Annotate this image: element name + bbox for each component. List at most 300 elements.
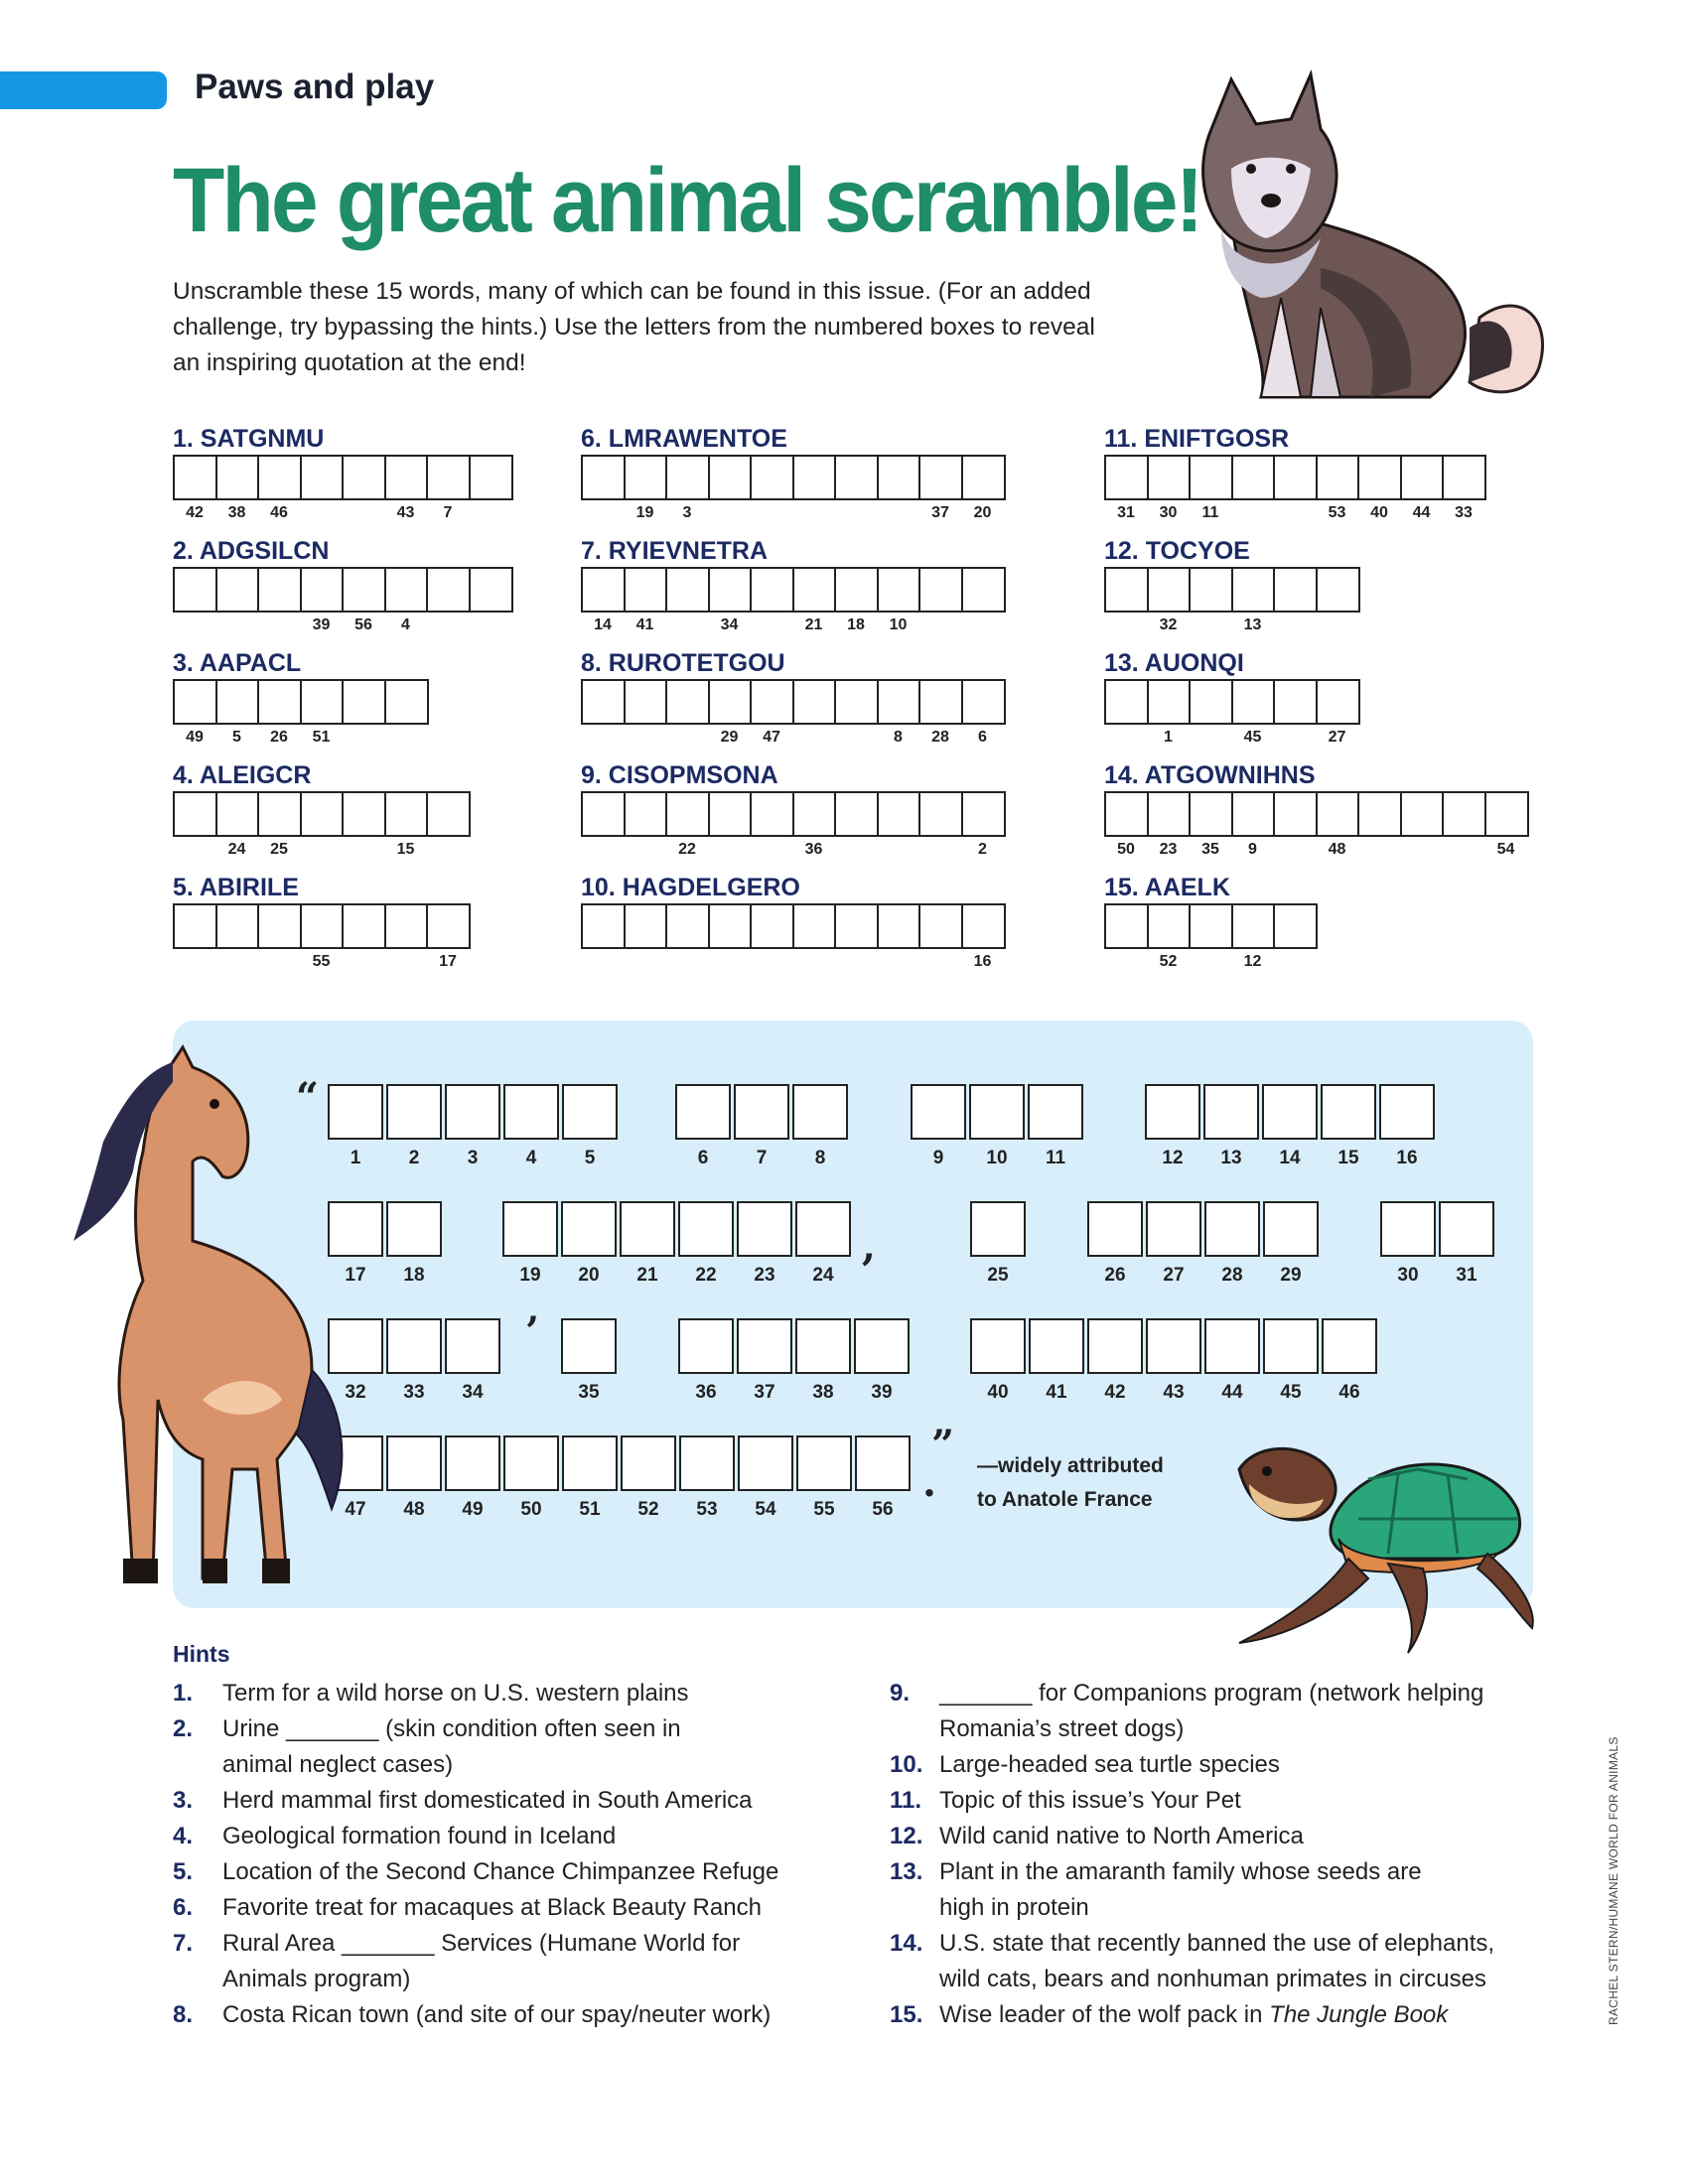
quote-letter-box[interactable]: [1380, 1201, 1436, 1257]
clue-number: 26: [270, 729, 288, 746]
letter-box[interactable]: [581, 903, 626, 949]
letter-box[interactable]: [1273, 455, 1318, 500]
hint-italic-title: The Jungle Book: [1269, 2001, 1449, 2028]
letter-box[interactable]: [1442, 455, 1486, 500]
quote-letter-box[interactable]: [1263, 1318, 1319, 1374]
scramble-word-label: 6. LMRAWENTOE: [581, 425, 787, 453]
letter-box[interactable]: [961, 679, 1006, 725]
letter-box[interactable]: [961, 903, 1006, 949]
letter-box[interactable]: [624, 455, 668, 500]
letter-box[interactable]: [792, 791, 837, 837]
letter-box[interactable]: [1147, 567, 1192, 613]
quote-box-number: 36: [695, 1382, 717, 1403]
scramble-word-label: 3. AAPACL: [173, 649, 302, 677]
letter-box[interactable]: [624, 903, 668, 949]
quote-letter-box[interactable]: [737, 1318, 792, 1374]
quote-letter-box[interactable]: [737, 1201, 792, 1257]
letter-box[interactable]: [426, 455, 471, 500]
letter-box[interactable]: [384, 679, 429, 725]
letter-box[interactable]: [792, 903, 837, 949]
scramble-word-label: 4. ALEIGCR: [173, 761, 312, 789]
clue-number: 46: [270, 504, 288, 521]
letter-box[interactable]: [750, 567, 794, 613]
scramble-word-label: 12. TOCYOE: [1104, 537, 1250, 565]
letter-box[interactable]: [1231, 455, 1276, 500]
quote-letter-box[interactable]: [445, 1435, 500, 1491]
quote-box-number: 43: [1163, 1382, 1185, 1403]
scramble-puzzle-15: [1104, 874, 1262, 970]
letter-box[interactable]: [1189, 903, 1233, 949]
quote-apostrophe: ’: [525, 1308, 539, 1355]
letter-box[interactable]: [1147, 791, 1192, 837]
scramble-word-label: 5. ABIRILE: [173, 874, 299, 901]
section-label: Paws and play: [195, 68, 435, 106]
quote-period: .: [922, 1459, 936, 1506]
letter-box[interactable]: [877, 791, 921, 837]
scramble-word-label: 11. ENIFTGOSR: [1104, 425, 1290, 453]
letter-box[interactable]: [1273, 903, 1318, 949]
letter-box[interactable]: [877, 455, 921, 500]
quote-box-number: 17: [345, 1265, 366, 1286]
hint-number: 7.: [173, 1930, 194, 1957]
clue-number: 23: [1159, 841, 1178, 858]
quote-letter-box[interactable]: [795, 1201, 851, 1257]
quote-box-number: 37: [754, 1382, 775, 1403]
scramble-puzzle-8: [581, 649, 987, 746]
quote-letter-box[interactable]: [1146, 1201, 1201, 1257]
letter-box[interactable]: [708, 791, 753, 837]
quote-open-mark: “: [296, 1074, 320, 1121]
quote-box-number: 42: [1104, 1382, 1126, 1403]
quote-letter-box[interactable]: [386, 1435, 442, 1491]
quote-letter-box[interactable]: [1322, 1318, 1377, 1374]
letter-box[interactable]: [1273, 567, 1318, 613]
letter-box[interactable]: [300, 567, 345, 613]
quote-letter-box[interactable]: [1029, 1318, 1084, 1374]
quote-box-number: 34: [462, 1382, 484, 1403]
letter-boxes: [173, 791, 469, 835]
hint-number: 1.: [173, 1680, 194, 1706]
letter-box[interactable]: [1316, 567, 1360, 613]
quote-box-number: 19: [519, 1265, 541, 1286]
hint-text: Herd mammal first domesticated in South America: [222, 1787, 753, 1814]
quote-letter-box[interactable]: [445, 1318, 500, 1374]
letter-box[interactable]: [877, 679, 921, 725]
letter-box[interactable]: [1316, 455, 1360, 500]
letter-box[interactable]: [1273, 791, 1318, 837]
hint-text: Urine _______ (skin condition often seen in: [222, 1715, 681, 1742]
letter-box[interactable]: [384, 903, 429, 949]
letter-box[interactable]: [215, 455, 260, 500]
letter-box[interactable]: [834, 455, 879, 500]
hint-item: [173, 1783, 818, 1819]
quote-letter-box[interactable]: [562, 1435, 618, 1491]
quote-letter-box[interactable]: [620, 1201, 675, 1257]
quote-letter-box[interactable]: [675, 1084, 731, 1140]
letter-box[interactable]: [384, 567, 429, 613]
quote-box-number: 14: [1279, 1148, 1301, 1168]
quote-letter-box[interactable]: [1087, 1201, 1143, 1257]
letter-box[interactable]: [1104, 679, 1149, 725]
quote-box-number: 22: [695, 1265, 717, 1286]
hint-item: [890, 1926, 1535, 1997]
hint-item: [173, 1997, 818, 2033]
quote-box-number: 56: [872, 1499, 894, 1520]
letter-box[interactable]: [1484, 791, 1529, 837]
quote-letter-box[interactable]: [621, 1435, 676, 1491]
letter-box[interactable]: [1316, 679, 1360, 725]
clue-number: 40: [1370, 504, 1388, 521]
clue-number: 32: [1159, 616, 1178, 633]
clue-number: 8: [894, 729, 903, 746]
quote-box-number: 7: [756, 1148, 768, 1168]
hint-number: 6.: [173, 1894, 194, 1921]
quote-letter-box[interactable]: [679, 1435, 735, 1491]
clue-number: 17: [439, 953, 457, 970]
quote-letter-box[interactable]: [792, 1084, 848, 1140]
letter-box[interactable]: [708, 903, 753, 949]
hint-text: Topic of this issue’s Your Pet: [939, 1787, 1241, 1814]
hint-item: [173, 1676, 818, 1711]
quote-letter-box[interactable]: [503, 1435, 559, 1491]
letter-box[interactable]: [792, 567, 837, 613]
letter-box[interactable]: [750, 455, 794, 500]
letter-box[interactable]: [342, 567, 386, 613]
quote-letter-box[interactable]: [1263, 1201, 1319, 1257]
letter-box[interactable]: [1442, 791, 1486, 837]
clue-number: 51: [312, 729, 331, 746]
quote-letter-box[interactable]: [503, 1084, 559, 1140]
letter-box[interactable]: [1357, 791, 1402, 837]
hint-text: _______ for Companions program (network helping: [939, 1680, 1484, 1706]
hint-item: [890, 1747, 1535, 1783]
quote-box-number: 50: [520, 1499, 542, 1520]
letter-box[interactable]: [708, 455, 753, 500]
quote-box-number: 24: [812, 1265, 834, 1286]
letter-box[interactable]: [961, 567, 1006, 613]
clue-number: 39: [312, 616, 331, 633]
hint-item: [173, 1926, 818, 1997]
quote-letter-box[interactable]: [1203, 1084, 1259, 1140]
letter-box[interactable]: [624, 791, 668, 837]
letter-box[interactable]: [426, 791, 471, 837]
quote-letter-box[interactable]: [561, 1318, 617, 1374]
clue-number: 16: [973, 953, 992, 970]
quote-letter-box[interactable]: [796, 1435, 852, 1491]
attribution-line-2: to Anatole France: [977, 1488, 1153, 1511]
scramble-puzzle-13: [1104, 649, 1346, 746]
quote-box-number: 35: [578, 1382, 600, 1403]
quote-box-number: 23: [754, 1265, 775, 1286]
photo-credit: RACHEL STERN/HUMANE WORLD FOR ANIMALS: [1607, 1736, 1620, 2025]
quote-letter-box[interactable]: [1379, 1084, 1435, 1140]
hint-number: 12.: [890, 1823, 923, 1849]
quote-box-number: 9: [932, 1148, 944, 1168]
letter-box[interactable]: [300, 791, 345, 837]
quote-letter-box[interactable]: [855, 1435, 911, 1491]
quote-box-number: 10: [986, 1148, 1008, 1168]
clue-number: 9: [1248, 841, 1257, 858]
letter-box[interactable]: [1147, 903, 1192, 949]
letter-box[interactable]: [918, 679, 963, 725]
quote-letter-box[interactable]: [502, 1201, 558, 1257]
letter-box[interactable]: [708, 679, 753, 725]
letter-box[interactable]: [750, 791, 794, 837]
clue-number: 10: [889, 616, 908, 633]
letter-box[interactable]: [1189, 791, 1233, 837]
hint-text-continued: animal neglect cases): [222, 1751, 454, 1778]
letter-box[interactable]: [257, 791, 302, 837]
scramble-word-label: 15. AAELK: [1104, 874, 1230, 901]
letter-box[interactable]: [342, 791, 386, 837]
letter-boxes: [1104, 679, 1357, 723]
hint-number: 3.: [173, 1787, 194, 1814]
letter-box[interactable]: [173, 455, 217, 500]
quote-letter-box[interactable]: [1028, 1084, 1083, 1140]
clue-number: 42: [186, 504, 204, 521]
hint-text-continued: Romania’s street dogs): [939, 1715, 1185, 1742]
hints-title: Hints: [173, 1641, 230, 1667]
quote-letter-box[interactable]: [1321, 1084, 1376, 1140]
quote-letter-box[interactable]: [445, 1084, 500, 1140]
letter-box[interactable]: [1273, 679, 1318, 725]
scramble-word-label: 14. ATGOWNIHNS: [1104, 761, 1316, 789]
letter-box[interactable]: [665, 791, 710, 837]
letter-box[interactable]: [961, 791, 1006, 837]
letter-box[interactable]: [834, 567, 879, 613]
hint-text: Geological formation found in Iceland: [222, 1823, 617, 1849]
letter-box[interactable]: [877, 903, 921, 949]
letter-box[interactable]: [215, 791, 260, 837]
letter-box[interactable]: [215, 903, 260, 949]
quote-letter-box[interactable]: [1087, 1318, 1143, 1374]
quote-letter-box[interactable]: [734, 1084, 789, 1140]
hint-item: [890, 1676, 1535, 1747]
quote-box-number: 5: [584, 1148, 596, 1168]
letter-box[interactable]: [1189, 679, 1233, 725]
letter-box[interactable]: [342, 455, 386, 500]
letter-box[interactable]: [708, 567, 753, 613]
clue-number: 20: [973, 504, 992, 521]
clue-number: 31: [1117, 504, 1135, 521]
letter-box[interactable]: [300, 679, 345, 725]
quote-box-number: 52: [637, 1499, 659, 1520]
letter-box[interactable]: [384, 455, 429, 500]
letter-box[interactable]: [624, 679, 668, 725]
hint-item: [890, 1819, 1535, 1854]
letter-box[interactable]: [469, 567, 513, 613]
quote-letter-box[interactable]: [911, 1084, 966, 1140]
quote-letter-box[interactable]: [969, 1084, 1025, 1140]
letter-box[interactable]: [300, 455, 345, 500]
quote-letter-box[interactable]: [1146, 1318, 1201, 1374]
letter-boxes: [581, 567, 1003, 611]
quote-letter-box[interactable]: [386, 1201, 442, 1257]
quote-box-number: 4: [525, 1148, 537, 1168]
quote-box-number: 54: [755, 1499, 776, 1520]
scramble-puzzle-7: [581, 537, 908, 633]
scramble-word-label: 2. ADGSILCN: [173, 537, 330, 565]
scramble-puzzle-9: [581, 761, 987, 858]
hint-item: [890, 1997, 1535, 2033]
quote-letter-box[interactable]: [738, 1435, 793, 1491]
clue-number: 4: [401, 616, 410, 633]
quote-letter-box[interactable]: [1145, 1084, 1200, 1140]
quote-box-number: 11: [1045, 1148, 1066, 1168]
letter-box[interactable]: [665, 679, 710, 725]
letter-box[interactable]: [215, 679, 260, 725]
clue-number: 56: [354, 616, 372, 633]
hint-text-continued: wild cats, bears and nonhuman primates in circuses: [939, 1966, 1486, 1992]
hint-number: 11.: [890, 1787, 922, 1814]
letter-box[interactable]: [1357, 455, 1402, 500]
letter-box[interactable]: [918, 903, 963, 949]
letter-box[interactable]: [961, 455, 1006, 500]
clue-number: 25: [270, 841, 288, 858]
letter-box[interactable]: [1104, 903, 1149, 949]
letter-box[interactable]: [173, 903, 217, 949]
letter-box[interactable]: [665, 567, 710, 613]
letter-box[interactable]: [173, 679, 217, 725]
clue-number: 22: [678, 841, 696, 858]
letter-box[interactable]: [257, 455, 302, 500]
letter-box[interactable]: [1400, 455, 1445, 500]
letter-box[interactable]: [581, 791, 626, 837]
clue-number: 34: [720, 616, 739, 633]
clue-number: 6: [978, 729, 987, 746]
quote-letter-box[interactable]: [1204, 1201, 1260, 1257]
quote-box-number: 53: [696, 1499, 718, 1520]
clue-number: 50: [1117, 841, 1135, 858]
letter-box[interactable]: [342, 679, 386, 725]
letter-box[interactable]: [1147, 455, 1192, 500]
quote-comma: ,: [862, 1223, 876, 1270]
clue-number: 47: [763, 729, 780, 746]
quote-letter-box[interactable]: [386, 1084, 442, 1140]
clue-number: 7: [443, 504, 453, 521]
letter-box[interactable]: [1104, 791, 1149, 837]
letter-box[interactable]: [918, 567, 963, 613]
page-title: The great animal scramble!: [173, 150, 1201, 251]
quote-letter-box[interactable]: [562, 1084, 618, 1140]
hint-item: [173, 1711, 818, 1783]
letter-box[interactable]: [469, 455, 513, 500]
quote-letter-box[interactable]: [1204, 1318, 1260, 1374]
hint-text: Location of the Second Chance Chimpanzee Refuge: [222, 1858, 779, 1885]
quote-box-number: 8: [814, 1148, 826, 1168]
letter-box[interactable]: [215, 567, 260, 613]
letter-boxes: [173, 567, 510, 611]
clue-number: 44: [1412, 504, 1431, 521]
letter-box[interactable]: [834, 679, 879, 725]
letter-box[interactable]: [257, 567, 302, 613]
letter-box[interactable]: [1189, 567, 1233, 613]
quote-letter-box[interactable]: [795, 1318, 851, 1374]
letter-box[interactable]: [581, 455, 626, 500]
letter-box[interactable]: [426, 903, 471, 949]
letter-box[interactable]: [1231, 903, 1276, 949]
letter-box[interactable]: [1189, 455, 1233, 500]
clue-number: 55: [312, 953, 331, 970]
letter-box[interactable]: [918, 791, 963, 837]
letter-boxes: [581, 455, 1003, 498]
letter-box[interactable]: [257, 679, 302, 725]
clue-number: 1: [1164, 729, 1173, 746]
scramble-puzzle-6: [581, 425, 992, 521]
quote-letter-box[interactable]: [970, 1201, 1026, 1257]
letter-box[interactable]: [173, 567, 217, 613]
letter-box[interactable]: [300, 903, 345, 949]
letter-box[interactable]: [1104, 455, 1149, 500]
letter-box[interactable]: [581, 567, 626, 613]
quote-letter-box[interactable]: [678, 1318, 734, 1374]
letter-box[interactable]: [918, 455, 963, 500]
letter-box[interactable]: [257, 903, 302, 949]
letter-box[interactable]: [1400, 791, 1445, 837]
letter-box[interactable]: [1147, 679, 1192, 725]
scramble-word-label: 7. RYIEVNETRA: [581, 537, 769, 565]
letter-box[interactable]: [750, 679, 794, 725]
letter-boxes: [173, 455, 510, 498]
letter-box[interactable]: [834, 791, 879, 837]
letter-boxes: [1104, 791, 1526, 835]
letter-box[interactable]: [834, 903, 879, 949]
letter-box[interactable]: [1316, 791, 1360, 837]
quote-letter-box[interactable]: [854, 1318, 910, 1374]
letter-boxes: [581, 679, 1003, 723]
quote-letter-box[interactable]: [1262, 1084, 1318, 1140]
letter-box[interactable]: [665, 903, 710, 949]
clue-number: 41: [635, 616, 654, 633]
letter-box[interactable]: [792, 455, 837, 500]
quote-box-number: 6: [697, 1148, 709, 1168]
letter-box[interactable]: [877, 567, 921, 613]
letter-box[interactable]: [792, 679, 837, 725]
scramble-puzzle-3: [173, 649, 331, 746]
quote-letter-box[interactable]: [970, 1318, 1026, 1374]
quote-box-number: 39: [871, 1382, 893, 1403]
letter-box[interactable]: [1231, 567, 1276, 613]
letter-box[interactable]: [1104, 567, 1149, 613]
clue-number: 54: [1496, 841, 1515, 858]
clue-number: 2: [978, 841, 987, 858]
scramble-word-label: 10. HAGDELGERO: [581, 874, 800, 901]
intro-text: Unscramble these 15 words, many of which can be found in this issue. (For an added challenge, try bypassing the hints.) Use the letters from the numbered boxes to reveal an inspiring quotation at the end!: [173, 278, 1095, 376]
clue-number: 24: [227, 841, 246, 858]
quote-letter-box[interactable]: [386, 1318, 442, 1374]
letter-box[interactable]: [426, 567, 471, 613]
letter-box[interactable]: [1231, 791, 1276, 837]
quote-box-number: 32: [345, 1382, 366, 1403]
letter-box[interactable]: [342, 903, 386, 949]
letter-box[interactable]: [173, 791, 217, 837]
letter-box[interactable]: [750, 903, 794, 949]
quote-box-number: 47: [345, 1499, 366, 1520]
quote-box-number: 29: [1280, 1265, 1302, 1286]
quote-letter-box[interactable]: [561, 1201, 617, 1257]
quote-letter-box[interactable]: [1439, 1201, 1494, 1257]
letter-box[interactable]: [384, 791, 429, 837]
letter-box[interactable]: [665, 455, 710, 500]
letter-box[interactable]: [624, 567, 668, 613]
letter-box[interactable]: [581, 679, 626, 725]
quote-letter-box[interactable]: [678, 1201, 734, 1257]
hint-item: [173, 1854, 818, 1890]
letter-box[interactable]: [1231, 679, 1276, 725]
scramble-word-label: 1. SATGNMU: [173, 425, 325, 453]
quote-box-number: 3: [467, 1148, 479, 1168]
quote-box-number: 48: [403, 1499, 425, 1520]
